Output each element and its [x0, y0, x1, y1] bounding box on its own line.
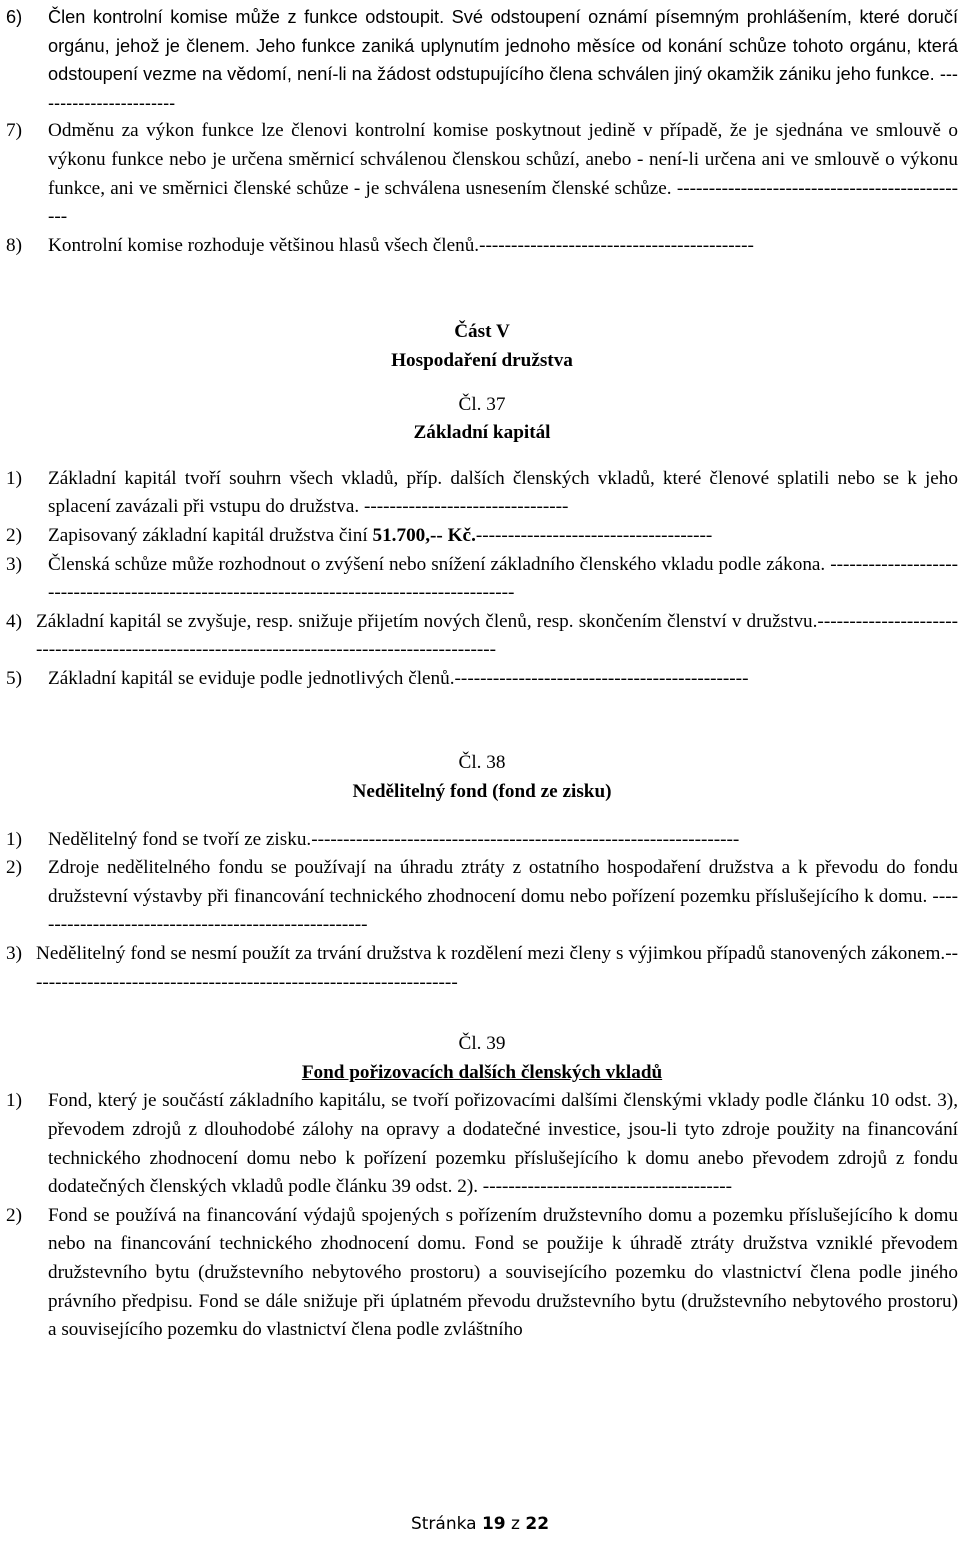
item-text: Základní kapitál tvoří souhrn všech vkladů, příp. dalších členských vkladů, které členové splatili nebo se k jeho splacení zavázali při vstupu do družstva. -------------------------------- [48, 467, 958, 518]
item-number: 8) [6, 234, 22, 256]
item-number: 2) [6, 524, 22, 546]
article-37-label: Čl. 37 [458, 393, 506, 415]
item-text: Zdroje nedělitelného fondu se používají na úhradu ztráty z ostatního hospodaření družstva a k převodu do fondu družstevní výstavby při financování technického zhodnocení domu nebo pořízení pozemku příslušejícího k domu. ------------------------------------------------------ [48, 857, 958, 936]
list-item [6, 1087, 958, 1201]
item-number: 3) [6, 553, 22, 575]
item-text: Odměnu za výkon funkce lze členovi kontrolní komise poskytnout jedině v případě, že je sjednána ve smlouvě o výkonu funkce nebo je určena směrnicí schválenou členskou schůzí, anebo - není-li určena ani ve smlouvě o výkonu funkce, ani ve směrnici členské schůze - je schválena usnesením členské schůze. ----------------------------------------------- [48, 120, 958, 228]
item-number: 1) [6, 1090, 22, 1112]
list-item [6, 608, 958, 665]
article-39-label: Čl. 39 [458, 1033, 506, 1055]
document-page [6, 3, 958, 1345]
article-38-items [6, 826, 958, 998]
item-number: 5) [6, 667, 22, 689]
item-number: 6) [6, 7, 23, 27]
item-text: ------------------------------------- [475, 524, 713, 546]
item-number: 2) [6, 1204, 22, 1226]
item-text: Členská schůze může rozhodnout o zvýšení nebo snížení základního členského vkladu podle zákona. --------------------------------------------------------------------------------------------- [48, 553, 958, 604]
list-item [6, 465, 958, 522]
list-item [6, 117, 958, 231]
item-text: Fond, který je součástí základního kapitálu, se tvoří pořizovacími dalšími členskými vklady podle článku 10 odst. 3), převodem zdrojů z dlouhodobé zálohy na opravy a dodatečné investice, jsou-li tyto zdroje použity na financování technického zhodnocení domu nebo k pořízení pozemku příslušejícího k domu anebo převodem zdrojů z fondu dodatečných členských vkladů podle článku 39 odst. 2). --------------------------------------- [48, 1090, 958, 1198]
item-number: 7) [6, 120, 22, 142]
item-number: 3) [6, 943, 22, 965]
article-38-title: Nedělitelný fond (fond ze zisku) [352, 781, 612, 803]
list-item [6, 940, 958, 997]
item-number: 1) [6, 467, 22, 489]
list-item [6, 522, 958, 551]
footer-middle: z [505, 1514, 526, 1534]
item-text: Kontrolní komise rozhoduje většinou hlasů všech členů.------------------------------------------- [48, 234, 754, 256]
article-37-items [6, 465, 958, 694]
item-text: Nedělitelný fond se tvoří ze zisku.------------------------------------------------------------------- [48, 828, 740, 850]
item-number: 2) [6, 857, 22, 879]
footer-page-number: 19 [481, 1514, 506, 1534]
list-item [6, 665, 958, 694]
list-item [6, 551, 958, 608]
item-text: Základní kapitál se zvyšuje, resp. snižuje přijetím nových členů, resp. skončením členství v družstvu.---------------------------------------------------------------------------------------------- [36, 610, 958, 661]
item-text: Fond se používá na financování výdajů spojených s pořízením družstevního domu a pozemku příslušejícího k domu nebo na financování technického zhodnocení domu. Fond se použije k úhradě ztráty družstva vzniklé převodem družstevního bytu (družstevního nebytového prostoru) a souvisejícího pozemku do vlastnictví člena podle jiného právního předpisu. Fond se dále snižuje při úplatném převodu družstevního bytu (družstevního nebytového prostoru) a souvisejícího pozemku do vlastnictví člena podle zvláštního [48, 1204, 958, 1341]
article-37-title: Základní kapitál [413, 422, 551, 444]
list-item [6, 854, 958, 940]
article-39-title: Fond pořizovacích dalších členských vkladů [301, 1061, 663, 1083]
item-text: Člen kontrolní komise může z funkce odstoupit. Své odstoupení oznámí písemným prohlášením, které doručí orgánu, jehož je členem. Jeho funkce zaniká uplynutím jednoho měsíce od konání schůze tohoto orgánu, která odstoupení vezme na vědomí, není-li na žádost odstupujícího člena schválen jiný okamžik zániku jeho funkce. ------------------------ [48, 7, 958, 113]
top-items [6, 3, 958, 260]
item-text: Základní kapitál se eviduje podle jednotlivých členů.---------------------------------------------- [48, 667, 749, 689]
list-item [6, 3, 958, 117]
article-38-label: Čl. 38 [458, 752, 506, 774]
capital-amount: 51.700,-- Kč. [372, 524, 476, 546]
list-item [6, 826, 958, 855]
footer-prefix: Stránka [410, 1514, 482, 1534]
list-item [6, 1202, 958, 1345]
part-title: Část V [454, 321, 510, 343]
part-subtitle: Hospodaření družstva [391, 349, 573, 371]
article-39-items [6, 1087, 958, 1344]
page-footer [0, 1510, 960, 1539]
list-item [6, 232, 958, 261]
item-text: Zapisovaný základní kapitál družstva činí [48, 524, 373, 546]
footer-page-total: 22 [525, 1514, 550, 1534]
item-number: 1) [6, 828, 22, 850]
item-number: 4) [6, 610, 22, 632]
item-text: Nedělitelný fond se nesmí použít za trvání družstva k rozdělení mezi členy s výjimkou případů stanovených zákonem.-------------------------------------------------------------------- [36, 943, 958, 993]
